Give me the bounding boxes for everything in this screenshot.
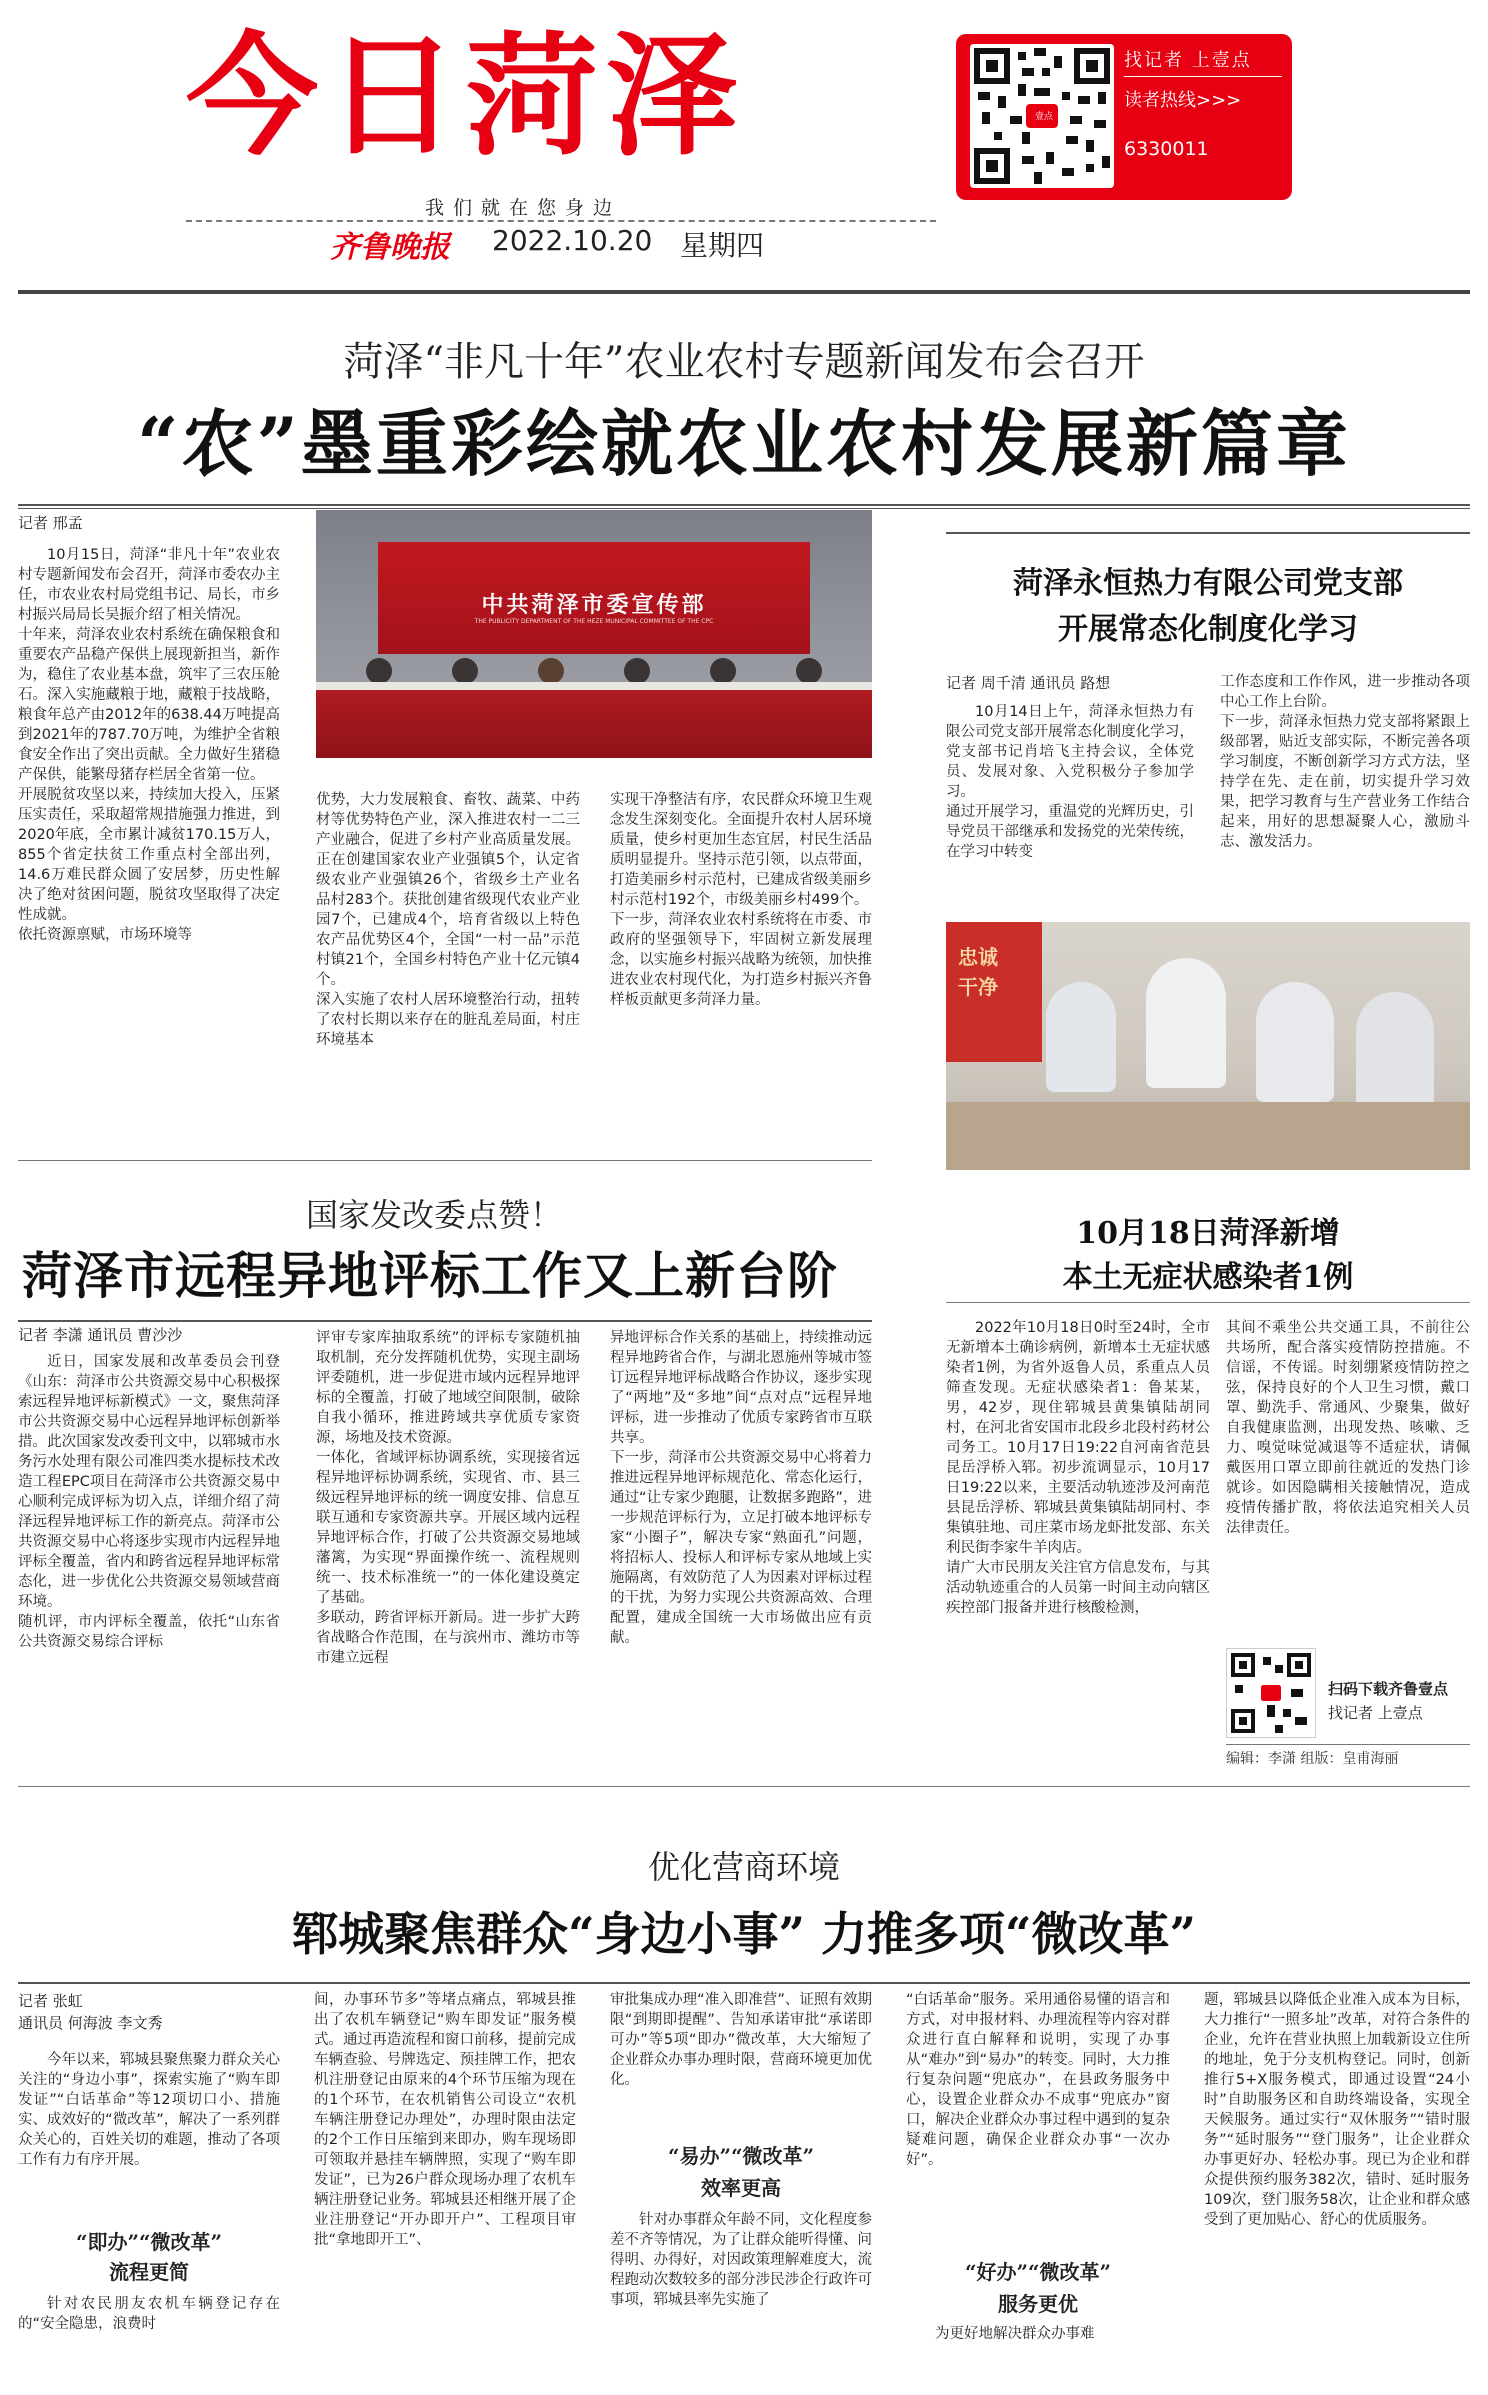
covid-column-2: 其间不乘坐公共交通工具，不前往公共场所，配合落实疫情防控措施。不信谣，不传谣。时刻绷紧疫情防控之弦，保持良好的个人卫生习惯，戴口罩、勤洗手、常通风、少聚集，做好自我健康监测，出现发热、咳嗽、乏力、嗅觉味觉减退等不适症状，请佩戴医用口罩立即前往就近的发热门诊就诊。如因隐瞒相关接触情况，造成疫情传播扩散，将依法追究相关人员法律责任。: [1226, 1320, 1470, 1536]
biz-subhead-1a: “即办”“微改革”: [75, 2230, 222, 2254]
biz-subhead-3a: “好办”“微改革”: [964, 2260, 1111, 2284]
photo-sign-text: 忠诚 干净: [958, 945, 998, 999]
masthead: [0, 0, 1488, 270]
biz-rule: [18, 1982, 1470, 1984]
biz-column-3-tail: 针对办事群众年龄不同，文化程度参差不齐等情况，为了让群众能听得懂、问得明、办得好，对因政策理解难度大，流程跑动次数较多的部分涉民涉企行政许可事项，郓城县率先实施了: [610, 2212, 872, 2308]
biz-column-4-top: “白话革命”服务。采用通俗易懂的语言和方式，对申报材料、办理流程等内容对群众进行直白解释和说明，实现了办事从“难办”到“易办”的转变。同时，大力推行复杂问题“兜底办”，在县政务服务中心，设置企业群众办不成事“兜底办”窗口，解决企业群众办事过程中遇到的复杂疑难问题，确保企业群众办事“一次办好”。: [906, 1992, 1170, 2168]
biz-column-5: 题，郓城县以降低企业准入成本为目标，大力推行“一照多址”改革，对符合条件的企业，允许在营业执照上加载新设立住所的地址，免于分支机构登记。同时，创新推行5+X服务模式，即通过设置“24小时”自助服务区和自助终端设备，实现全天候服务。通过实行“双休服务”“错时服务”“延时服务”“登门服务”，让企业群众办事更好办、轻松办事。现已为企业和群众提供预约服务382次，错时、延时服务109次，登门服务58次，让企业和群众感受到了更加贴心、舒心的优质服务。: [1204, 1992, 1470, 2228]
biz-byline-1: 记者 张虹: [18, 1992, 83, 2010]
photo-meeting-table: [946, 1102, 1470, 1170]
biz-subhead-1b: 流程更简: [109, 2260, 189, 2284]
section-rule-3: [18, 1786, 1470, 1787]
lead-column-2: 优势，大力发展粮食、畜牧、蔬菜、中药材等优势特色产业，深入推进农村一二三产业融合，促进了乡村产业高质量发展。正在创建国家农业产业强镇5个，认定省级农业产业强镇26个，省级乡土产业名品村283个。获批创建省级现代农业产业园7个，已建成4个，培育省级以上特色农产品优势区4个，全国“一村一品”示范村镇21个，全国乡村特色产业十亿元镇4个。 深入实施了农村人居环境整治行动，扭转了农村长期以来存在的脏乱差局面，村庄环境基本: [316, 792, 580, 1048]
promo-divider: [1124, 76, 1282, 77]
qr-caption-2: 找记者 上壹点: [1328, 1704, 1423, 1722]
issue-weekday: 星期四: [680, 229, 765, 262]
lead-kicker: 菏泽“非凡十年”农业农村专题新闻发布会召开: [343, 339, 1145, 385]
biz-subhead-3b: 服务更优: [998, 2292, 1078, 2316]
promo-phone: 6330011: [1124, 138, 1209, 160]
party-column-2: 工作态度和工作作风，进一步推动各项中心工作上台阶。 下一步，菏泽永恒热力党支部将紧跟上级部署，贴近支部实际，不断完善各项学习制度，不断创新学习方式方法，坚持学在先、走在前，切实提升学习效果，把学习教育与生产营业务工作结合起来，用好的思想凝聚人心，激励斗志、激发活力。: [1220, 674, 1470, 850]
photo-banner-text: 中共菏泽市委宣传部: [481, 593, 707, 618]
party-headline-1: 菏泽永恒热力有限公司党支部: [1013, 566, 1403, 601]
bid-column-3: 异地评标合作关系的基础上，持续推动远程异地跨省合作，与湖北恩施州等城市签订远程异地评标战略合作协议，逐步实现了“两地”及“多地”间“点对点”远程异地评标，进一步推动了优质专家跨省市互联共享。 下一步，菏泽市公共资源交易中心将着力推进远程异地评标规范化、常态化运行，通过“让专家少跑腿，让数据多跑路”，进一步规范评标行为，立足打破本地评标专家“小圈子”，解决专家“熟面孔”问题，将招标人、投标人和评标专家从地域上实施隔离，有效防范了人为因素对评标过程的干扰，为努力实现公共资源高效、合理配置，建成全国统一大市场做出应有贡献。: [610, 1330, 872, 1646]
biz-column-1-intro: 今年以来，郓城县聚焦聚力群众关心关注的“身边小事”，探索实施了“购车即发证”“白话革命”等12项切口小、措施实、成效好的“微改革”，解决了一系列群众关心的，百姓关切的难题，推动了各项工作有力有序开展。: [18, 2052, 280, 2168]
lead-rule: [18, 504, 1470, 506]
paper-logo: 齐鲁晚报: [330, 230, 450, 265]
press-conference-photo: [316, 510, 872, 758]
photo-figure-1: [1046, 982, 1116, 1092]
covid-column-1: 2022年10月18日0时至24时，全市无新增本土确诊病例，新增本土无症状感染者1例，为省外返鲁人员，系重点人员筛查发现。无症状感染者1：鲁某某，男，42岁，现住郓城县黄集镇陆胡同村，在河北省安国市北段乡北段村药材公司务工。10月17日19:22自河南省范县昆岳浮桥入郓。初步流调显示，10月17日19:22以来，主要活动轨迹涉及河南范县昆岳浮桥、郓城县黄集镇陆胡同村、李集镇驻地、司庄菜市场龙虾批发部、东关利民街李家牛羊肉店。 请广大市民朋友关注官方信息发布，与其活动轨迹重合的人员第一时间主动向辖区疾控部门报备并进行核酸检测，: [946, 1320, 1210, 1616]
biz-column-2: 间，办事环节多”等堵点痛点，郓城县推出了农机车辆登记“购车即发证”服务模式。通过再造流程和窗口前移，提前完成车辆查验、号牌选定、预挂牌工作，把农机注册登记由原来的4个环节压缩为现在的1个环节，在农机销售公司设立“农机车辆注册登记办理处”，办理时限由法定的2个工作日压缩到来即办，购车现场即可领取并悬挂车辆牌照，实现了“购车即发证”，已为26户群众现场办理了农机车辆注册登记业务。郓城县还相继开展了企业注册登记“开办即开户”、工程项目审批“拿地即开工”、: [314, 1992, 576, 2248]
lead-headline: “农”墨重彩绘就农业农村发展新篇章: [137, 401, 1351, 486]
masthead-slogan: 我们就在您身边: [425, 197, 622, 219]
covid-headline-1: 10月18日菏泽新增: [1076, 1216, 1340, 1251]
masthead-dotted-rule: [186, 220, 936, 222]
biz-column-4-tail: 为更好地解决群众办事难: [935, 2326, 1095, 2342]
photo-figure-4: [1356, 992, 1434, 1112]
photo-speakers-row: [336, 658, 852, 684]
meeting-photo: [946, 922, 1470, 1170]
photo-banner-en: THE PUBLICITY DEPARTMENT OF THE HEZE MUNICIPAL COMMITTEE OF THE CPC: [474, 618, 714, 625]
party-byline: 记者 周千清 通讯员 路想: [946, 674, 1111, 692]
promo-line1: 找记者 上壹点: [1124, 50, 1252, 71]
section-rule-2: [18, 1160, 872, 1161]
party-column-1: 10月14日上午，菏泽永恒热力有限公司党支部开展常态化制度化学习，党支部书记肖培飞主持会议，全体党员、发展对象、入党积极分子参加学习。 通过开展学习，重温党的光辉历史，引导党员干部继承和发扬党的光荣传统，在学习中转变: [946, 704, 1194, 860]
covid-rule: [946, 1302, 1470, 1303]
photo-figure-3: [1256, 982, 1334, 1102]
bid-column-2: 评审专家库抽取系统”的评标专家随机抽取机制，充分发挥随机优势，实现主副场评委随机，进一步促进市域内远程异地评标的全覆盖，打破了地域空间限制，破除自我小循环，推进跨域共享优质专家资源，场地及技术资源。 一体化，省域评标协调系统，实现接省远程异地评标协调系统，实现省、市、县三级远程异地评标的统一调度安排、信息互联互通和专家资源共享。开展区域内远程异地评标合作，打破了公共资源交易地域藩篱，为实现“界面操作统一、流程规则统一、技术标准统一”的一体化建设奠定了基础。 多联动，跨省评标开新局。进一步扩大跨省战略合作范围，在与滨州市、潍坊市等市建立远程: [316, 1330, 580, 1666]
promo-line2: 读者热线>>>: [1124, 90, 1242, 111]
party-rule: [946, 532, 1470, 534]
qr-code-image: [970, 44, 1114, 188]
biz-subhead-2b: 效率更高: [701, 2176, 781, 2200]
qr-caption-1: 扫码下载齐鲁壹点: [1328, 1680, 1449, 1698]
lead-rule-thin: [18, 508, 1470, 509]
biz-column-1-tail: 针对农民朋友农机车辆登记存在的“安全隐患，浪费时: [18, 2296, 280, 2332]
biz-headline: 郓城聚焦群众“身边小事” 力推多项“微改革”: [292, 1907, 1196, 1961]
bid-column-1: 近日，国家发展和改革委员会刊登《山东：菏泽市公共资源交易中心积极探索远程异地评标新模式》一文，聚焦菏泽市公共资源交易中心远程异地评标创新举措。此次国家发改委刊文中，以郓城市水务污水处理有限公司准四类水提标技术改造工程EPC项目在菏泽市公共资源交易中心顺利完成评标为切入点，详细介绍了菏泽远程异地评标工作的新亮点。菏泽市公共资源交易中心将逐步实现市内远程异地评标全覆盖，省内和跨省远程异地评标常态化，进一步优化公共资源交易领域营商环境。 随机评，市内评标全覆盖，依托“山东省公共资源交易综合评标: [18, 1354, 280, 1650]
photo-figure-2: [1146, 958, 1226, 1088]
photo-tablecloth-top: [316, 682, 872, 690]
issue-date: 2022.10.20: [492, 224, 653, 257]
lead-column-1: 10月15日，菏泽“非凡十年”农业农村专题新闻发布会召开，菏泽市委农办主任，市农业农村局党组书记、局长，市乡村振兴局局长吴振介绍了相关情况。 十年来，菏泽农业农村系统在确保粮食和重要农产品稳产保供上展现新担当，新作为，稳住了农业基本盘，筑牢了三农压舱石。深入实施藏粮于地，藏粮于技战略，粮食年总产由2012年的638.44万吨提高到2021年的787.70万吨，为维护全省粮食安全作出了突出贡献。全力做好生猪稳产保供，能繁母猪存栏居全省第一位。 开展脱贫攻坚以来，持续加大投入，压紧压实责任，采取超常规措施强力推进，到2020年底，全市累计减贫170.15万人，855个省定扶贫工作重点村全部出列，14.6万难民群众圆了安居梦，历史性解决了绝对贫困问题，脱贫攻坚取得了决定性成就。 依托资源禀赋，市场环境等: [18, 547, 280, 943]
qr-badge-label: 壹点: [1034, 112, 1053, 122]
lead-byline: 记者 邢孟: [18, 514, 83, 532]
photo-table: [316, 682, 872, 758]
app-download-qr[interactable]: [1226, 1648, 1316, 1738]
biz-subhead-2a: “易办”“微改革”: [667, 2144, 814, 2168]
bid-rule: [18, 1320, 872, 1322]
biz-column-3-top: 审批集成办理“准入即准营”、证照有效期限“到期即提醒”、告知承诺审批“承诺即可办”等5项“即办”微改革，大大缩短了企业群众办事办理时限，营商环境更加优化。: [610, 1992, 872, 2088]
promo-box: [956, 34, 1292, 200]
bid-kicker: 国家发改委点赞！: [306, 1196, 563, 1234]
biz-byline-2: 通讯员 何海波 李文秀: [18, 2014, 163, 2032]
editor-credit: 编辑：李潇 组版：皇甫海丽: [1226, 1751, 1399, 1767]
party-headline-2: 开展常态化制度化学习: [1058, 612, 1358, 647]
top-rule: [18, 290, 1470, 294]
editor-rule: [1226, 1744, 1470, 1745]
covid-headline-2: 本土无症状感染者1例: [1062, 1260, 1354, 1295]
lead-column-3: 实现干净整洁有序，农民群众环境卫生观念发生深刻变化。全面提升农村人居环境质量，使乡村更加生态宜居，村民生活品质明显提升。坚持示范引领，以点带面，打造美丽乡村示范村，已建成省级美丽乡村示范村192个，市级美丽乡村499个。 下一步，菏泽农业农村系统将在市委、市政府的坚强领导下，牢固树立新发展理念，以实施乡村振兴战略为统领，加快推进农业农村现代化，为打造乡村振兴齐鲁样板贡献更多菏泽力量。: [610, 792, 872, 1008]
masthead-title: 今日菏泽: [186, 20, 746, 174]
bid-byline: 记者 李潇 通讯员 曹沙沙: [18, 1326, 183, 1344]
bid-headline: 菏泽市远程异地评标工作又上新台阶: [22, 1246, 838, 1305]
biz-kicker: 优化营商环境: [647, 1848, 840, 1886]
